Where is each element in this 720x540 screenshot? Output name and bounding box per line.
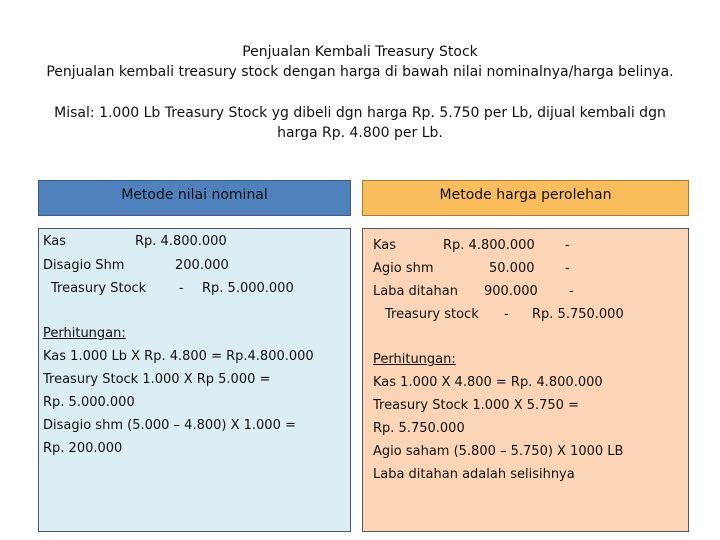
journal-credit: - (569, 284, 574, 299)
journal-debit: Rp. 4.800.000 (443, 238, 535, 253)
journal-credit: - (565, 238, 570, 253)
example-line-2: harga Rp. 4.800 per Lb. (277, 125, 443, 141)
journal-account: Laba ditahan (373, 284, 458, 299)
calc-line: Rp. 200.000 (43, 441, 123, 456)
left-method-heading: Metode nilai nominal (38, 180, 351, 216)
right-method-heading: Metode harga perolehan (362, 180, 689, 216)
journal-debit: 50.000 (489, 261, 535, 276)
calc-line: Disagio shm (5.000 – 4.800) X 1.000 = (43, 418, 296, 433)
journal-debit: - (504, 307, 509, 322)
journal-credit: Rp. 5.750.000 (532, 307, 624, 322)
calc-line: Kas 1.000 Lb X Rp. 4.800 = Rp.4.800.000 (43, 349, 314, 364)
journal-account: Disagio Shm (43, 258, 125, 273)
journal-credit: - (565, 261, 570, 276)
journal-debit: - (179, 281, 184, 296)
calc-title: Perhitungan: (43, 326, 126, 341)
calc-line: Treasury Stock 1.000 X 5.750 = (373, 398, 579, 413)
journal-account: Agio shm (373, 261, 434, 276)
slide-subtitle: Penjualan kembali treasury stock dengan harga di bawah nilai nominalnya/harga belinya. (46, 64, 674, 80)
calc-line: Laba ditahan adalah selisihnya (373, 467, 575, 482)
calc-line: Kas 1.000 X 4.800 = Rp. 4.800.000 (373, 375, 603, 390)
right-method-panel (362, 228, 689, 532)
journal-debit: 200.000 (175, 258, 229, 273)
example-line-1: Misal: 1.000 Lb Treasury Stock yg dibeli dgn harga Rp. 5.750 per Lb, dijual kembali dgn (54, 105, 666, 121)
journal-account: Kas (43, 234, 67, 249)
journal-account: Treasury Stock (51, 281, 147, 296)
slide-title: Penjualan Kembali Treasury Stock (242, 44, 478, 60)
journal-debit: Rp. 4.800.000 (135, 234, 227, 249)
calc-line: Rp. 5.750.000 (373, 421, 465, 436)
journal-debit: 900.000 (484, 284, 538, 299)
calc-line: Treasury Stock 1.000 X Rp 5.000 = (43, 372, 271, 387)
journal-credit: Rp. 5.000.000 (202, 281, 294, 296)
journal-account: Treasury stock (385, 307, 479, 322)
journal-account: Kas (373, 238, 397, 253)
calc-line: Agio saham (5.800 – 5.750) X 1000 LB (373, 444, 624, 459)
left-method-panel (38, 228, 351, 532)
calc-title: Perhitungan: (373, 352, 456, 367)
calc-line: Rp. 5.000.000 (43, 395, 135, 410)
